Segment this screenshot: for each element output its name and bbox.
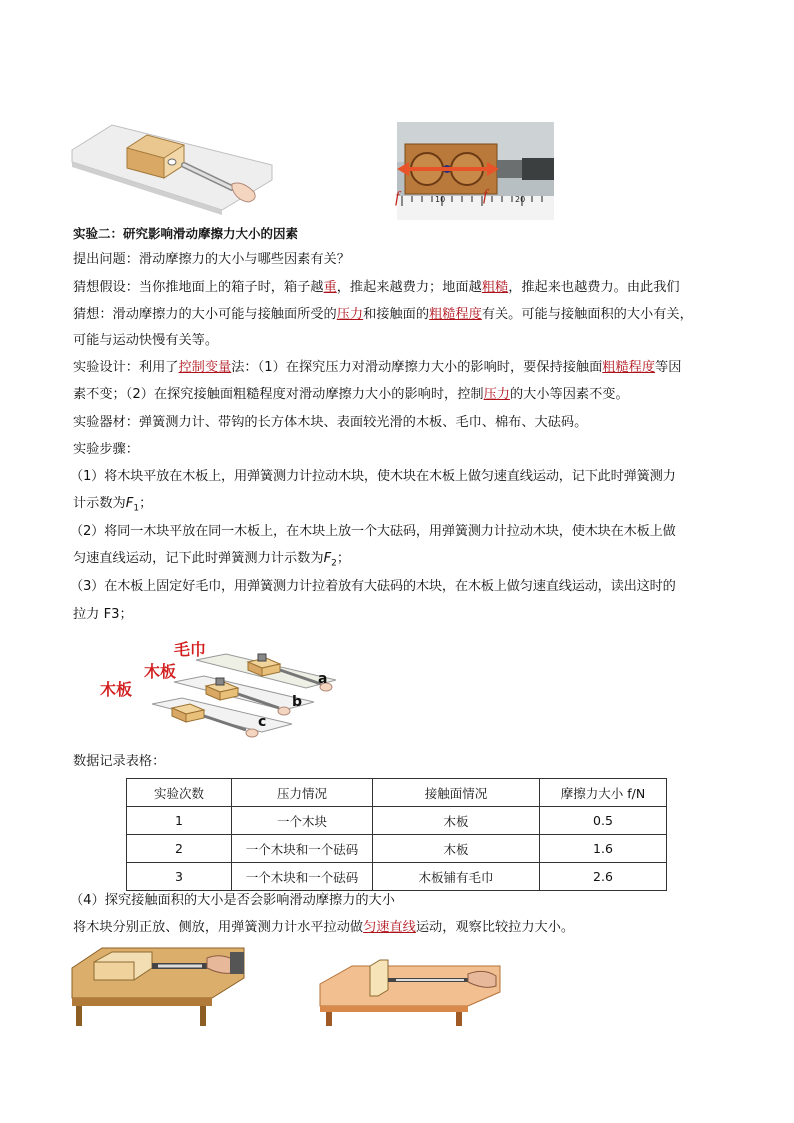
table-row bbox=[127, 807, 667, 835]
table-header-cell: 实验次数 bbox=[127, 779, 232, 807]
table-cell: 2.6 bbox=[540, 863, 667, 891]
figure-three-setups bbox=[96, 640, 346, 740]
step-3-line-2: 拉力 F3； bbox=[73, 607, 133, 622]
hypothesis-line-1: 猜想假设：当你推地面上的箱子时，箱子越重，推起来越费力；地面越粗糙，推起来也越费力。由此我们 bbox=[73, 280, 680, 295]
table-header-cell: 压力情况 bbox=[232, 779, 373, 807]
step-4: （4）探究接触面积的大小是否会影响滑动摩擦力的大小 bbox=[70, 893, 395, 908]
design-line-2: 素不变；（2）在探究接触面粗糙程度对滑动摩擦力大小的影响时，控制压力的大小等因素不变。 bbox=[73, 387, 629, 402]
figure-block-flat bbox=[72, 948, 244, 1026]
step-2-line-2: 匀速直线运动，记下此时弹簧测力计示数为$F_2$； bbox=[73, 551, 351, 569]
data-table bbox=[126, 778, 667, 891]
table-cell: 1.6 bbox=[540, 835, 667, 863]
label-a: a bbox=[318, 671, 328, 687]
table-cell: 一个木块和一个砝码 bbox=[232, 863, 373, 891]
table-cell: 木板 bbox=[373, 835, 540, 863]
step-1-line-2: 计示数为$F_1$； bbox=[73, 496, 153, 514]
table-title: 数据记录表格： bbox=[73, 754, 166, 769]
table-row bbox=[127, 863, 667, 891]
question: 提出问题：滑动摩擦力的大小与哪些因素有关？ bbox=[73, 252, 350, 267]
table-cell: 1 bbox=[127, 807, 232, 835]
label-b: b bbox=[292, 694, 303, 710]
figure-block-photo bbox=[397, 122, 554, 220]
hypothesis-line-3: 可能与运动快慢有关等。 bbox=[73, 333, 219, 348]
table-cell: 3 bbox=[127, 863, 232, 891]
label-board-1: 木板 bbox=[144, 662, 177, 681]
figure-box-on-board bbox=[72, 120, 272, 215]
step-2-line-1: （2）将同一木块平放在同一木板上，在木块上放一个大砝码，用弹簧测力计拉动木块，使木块在木板上做 bbox=[70, 524, 676, 539]
design-line-1: 实验设计：利用了控制变量法：（1）在探究压力对滑动摩擦力大小的影响时，要保持接触面粗糙程度等因 bbox=[73, 360, 682, 375]
table-cell: 一个木块 bbox=[232, 807, 373, 835]
equipment: 实验器材：弹簧测力计、带钩的长方体木块、表面较光滑的木板、毛巾、棉布、大砝码。 bbox=[73, 415, 588, 430]
table-header-cell: 接触面情况 bbox=[373, 779, 540, 807]
label-c: c bbox=[258, 714, 267, 730]
fig2-tick-10: 10 bbox=[435, 195, 446, 204]
table-cell: 一个木块和一个砝码 bbox=[232, 835, 373, 863]
label-board-2: 木板 bbox=[100, 680, 133, 699]
hypothesis-line-2: 猜想：滑动摩擦力的大小可能与接触面所受的压力和接触面的粗糙程度有关。可能与接触面积的大小有关， bbox=[73, 307, 693, 322]
table-cell: 0.5 bbox=[540, 807, 667, 835]
fig2-label-f-left: f bbox=[395, 189, 400, 206]
steps-title: 实验步骤： bbox=[73, 442, 139, 457]
step-1-line-1: （1）将木块平放在木板上，用弹簧测力计拉动木块，使木块在木板上做匀速直线运动，记下此时弹簧测力 bbox=[70, 469, 676, 484]
table-cell: 木板 bbox=[373, 807, 540, 835]
fig2-label-f-right: f bbox=[483, 187, 488, 204]
table-row bbox=[127, 835, 667, 863]
step-4-description: 将木块分别正放、侧放，用弹簧测力计水平拉动做匀速直线运动，观察比较拉力大小。 bbox=[73, 920, 575, 935]
section-title: 实验二：研究影响滑动摩擦力大小的因素 bbox=[73, 226, 299, 241]
label-towel: 毛巾 bbox=[174, 640, 207, 659]
table-cell: 2 bbox=[127, 835, 232, 863]
fig2-tick-20: 20 bbox=[515, 195, 526, 204]
table-header-row bbox=[127, 779, 667, 807]
table-cell: 木板铺有毛巾 bbox=[373, 863, 540, 891]
figure-block-side bbox=[320, 962, 500, 1026]
table-header-cell: 摩擦力大小 f/N bbox=[540, 779, 667, 807]
step-3-line-1: （3）在木板上固定好毛巾，用弹簧测力计拉着放有大砝码的木块，在木板上做匀速直线运动，读出这时的 bbox=[70, 579, 676, 594]
